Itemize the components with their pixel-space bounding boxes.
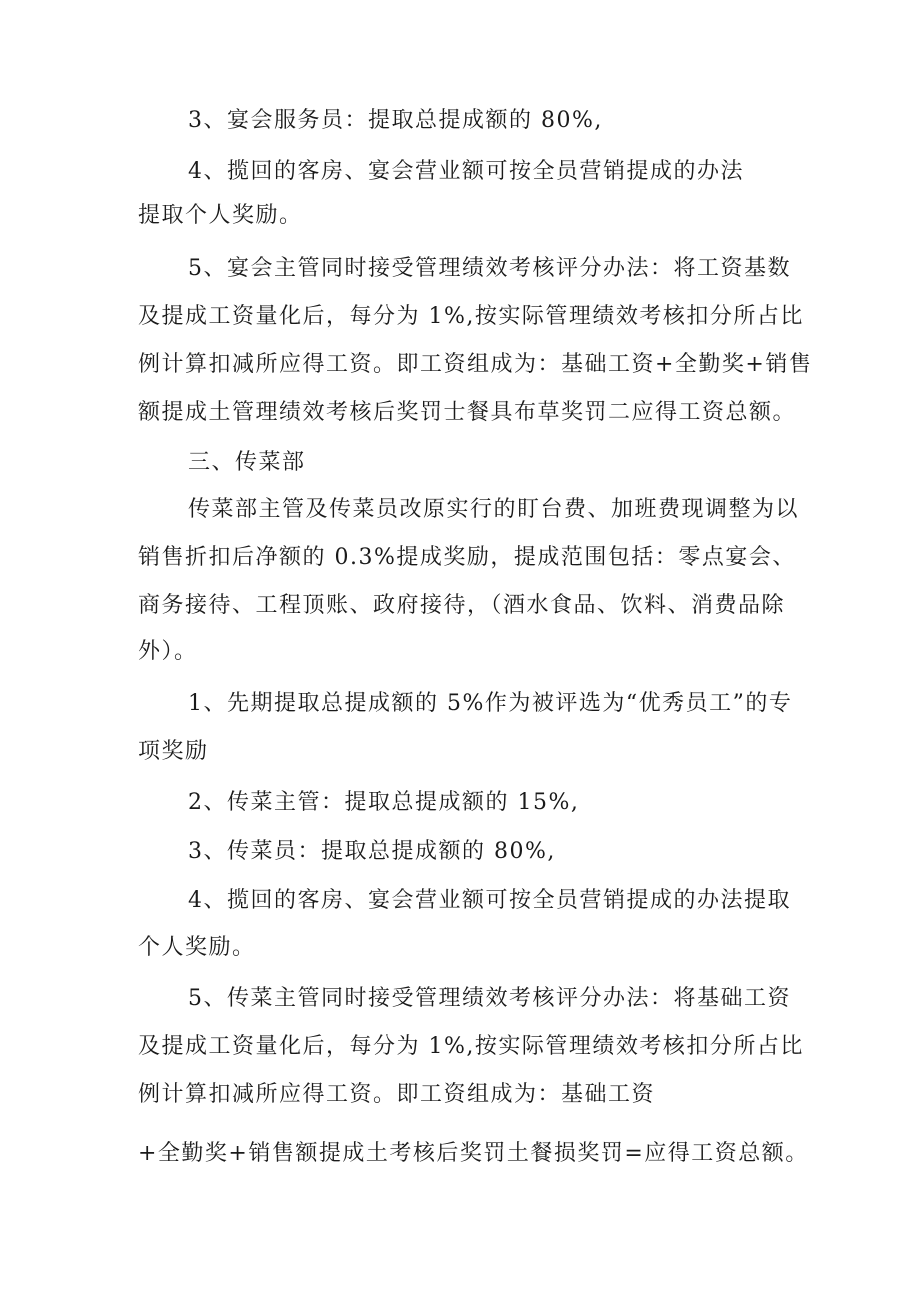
paragraph-line: 5、传菜主管同时接受管理绩效考核评分办法：将基础工资	[188, 986, 791, 1011]
paragraph-line: 1、先期提取总提成额的 5%作为被评选为“优秀员工”的专	[188, 691, 793, 716]
paragraph-line: 5、宴会主管同时接受管理绩效考核评分办法：将工资基数	[188, 256, 791, 281]
paragraph-line: 例计算扣减所应得工资。即工资组成为：基础工资+全勤奖+销售	[138, 352, 813, 377]
paragraph-line: 4、揽回的客房、宴会营业额可按全员营销提成的办法	[188, 159, 744, 184]
paragraph-line: 3、传菜员：提取总提成额的 80%,	[188, 839, 556, 864]
paragraph-line: 提取个人奖励。	[138, 203, 303, 228]
paragraph-line: 3、宴会服务员：提取总提成额的 80%,	[188, 108, 603, 133]
paragraph-line: 商务接待、工程顶账、政府接待，（酒水食品、饮料、消费品除	[138, 593, 786, 618]
paragraph-line: 2、传菜主管：提取总提成额的 15%,	[188, 790, 580, 815]
paragraph-line: +全勤奖+销售额提成土考核后奖罚土餐损奖罚=应得工资总额。	[138, 1141, 809, 1166]
paragraph-line: 例计算扣减所应得工资。即工资组成为：基础工资	[138, 1082, 656, 1107]
paragraph-line: 销售折扣后净额的 0.3%提成奖励，提成范围包括：零点宴会、	[138, 545, 796, 570]
paragraph-line: 项奖励	[138, 739, 209, 764]
section-heading: 三、传菜部	[188, 450, 306, 475]
paragraph-line: 额提成土管理绩效考核后奖罚士餐具布草奖罚二应得工资总额。	[138, 400, 797, 425]
paragraph-line: 4、揽回的客房、宴会营业额可按全员营销提成的办法提取	[188, 888, 791, 913]
paragraph-line: 及提成工资量化后，每分为 1%,按实际管理绩效考核扣分所占比	[138, 1034, 804, 1059]
paragraph-line: 外）。	[138, 639, 198, 664]
paragraph-line: 传菜部主管及传菜员改原实行的盯台费、加班费现调整为以	[188, 497, 800, 522]
paragraph-line: 及提成工资量化后，每分为 1%,按实际管理绩效考核扣分所占比	[138, 304, 804, 329]
paragraph-line: 个人奖励。	[138, 935, 256, 960]
